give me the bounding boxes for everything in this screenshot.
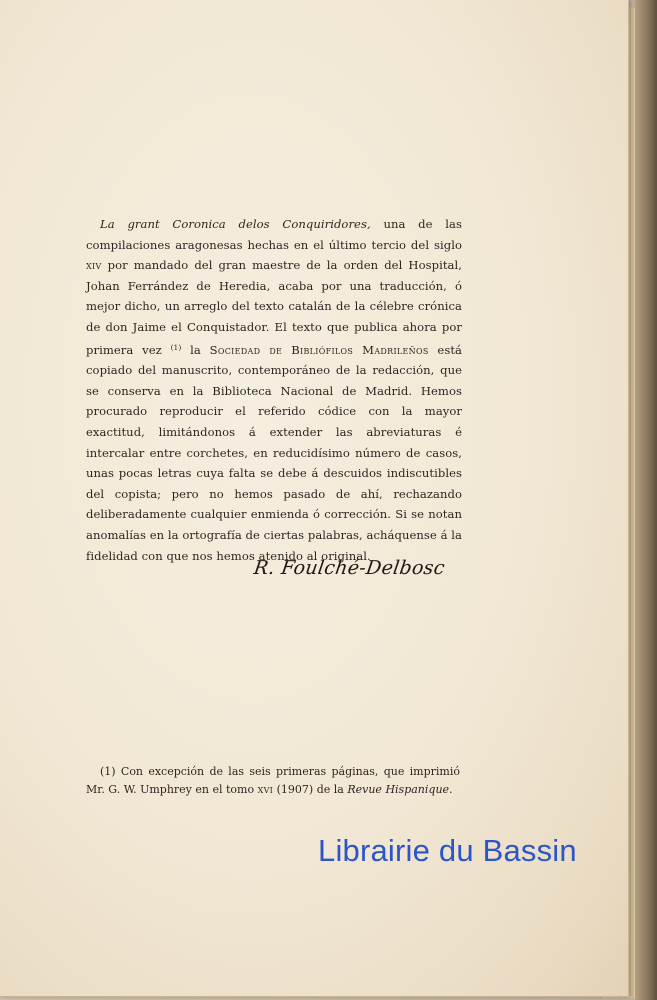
author-signature: R. Foulché-Delbosc xyxy=(252,557,447,579)
seller-watermark: Librairie du Bassin xyxy=(318,833,577,868)
society-name: Sociedad de Bibliófilos Madrileños xyxy=(209,342,429,357)
book-back-edge xyxy=(635,0,657,1000)
volume-numeral: xvi xyxy=(257,783,274,796)
paragraph-text-2: por mandado del gran maestre de la orden del Hospital, Johan Ferrández de Heredia, acaba por una traducción, ó mejor dicho, un arreglo del texto catalán de la célebre crónica de don Jaime el Conquistador. El texto que publica ahora por primera vez xyxy=(86,258,462,357)
footnote xyxy=(86,763,460,799)
century-numeral: xiv xyxy=(86,258,102,273)
paragraph-text-3: la xyxy=(181,342,210,357)
footnote-text-3: . xyxy=(449,783,453,796)
paragraph-text-4: está copiado del manuscrito, contemporáneo de la redacción, que se conserva en la Biblioteca Nacional de Madrid. Hemos procurado reproducir el referido códice con la mayor exactitud, limitándonos á extender las abreviaturas é intercalar entre corchetes, en reducidísimo número de casos, unas pocas letras cuya falta se debe á descuidos indiscutibles del copista; pero no hemos pasado de ahí, rechazando deliberadamente cualquier enmienda ó corrección. Si se notan anomalías en la ortografía de ciertas palabras, acháquense á la fidelidad con que nos hemos atenido al original. xyxy=(86,342,462,563)
footnote-marker: (1) xyxy=(100,765,116,778)
introduction-paragraph xyxy=(86,214,462,566)
journal-title: Revue Hispanique xyxy=(347,783,450,796)
footnote-text-2: (1907) de la xyxy=(273,783,348,796)
book-title: La grant Coronica delos Conquiridores, xyxy=(100,217,371,231)
footnote-reference: (1) xyxy=(170,342,182,352)
footnote-text-1: Con excepción de las seis primeras páginas, que imprimió Mr. G. W. Umphrey en el tomo xyxy=(86,765,460,796)
paragraph-text-1: una de las compilaciones aragonesas hechas en el último tercio del siglo xyxy=(86,217,463,252)
